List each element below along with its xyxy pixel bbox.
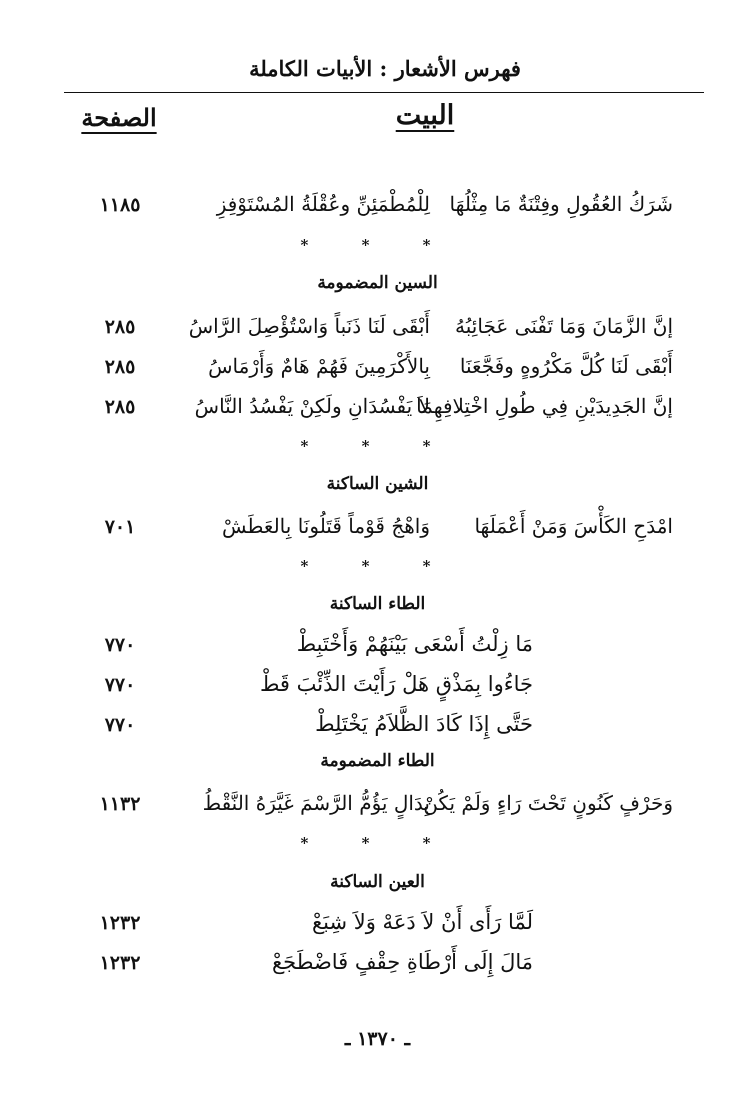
verse-hemistich-first: وَحَرْفٍ كَنُونٍ تَحْتَ رَاءٍ وَلَمْ يَكُنْ [423, 791, 673, 815]
page-reference: ١٢٣٢ [99, 952, 141, 974]
verse-hemistich-second: بِالأَكْرَمِينَ فَهُمْ هَامٌ وَأَرْمَاسُ [208, 354, 430, 378]
verse-line: لَمَّا رَأَى أَنْ لاَ دَعَهْ وَلاَ شِبَعْ [311, 910, 533, 934]
verse-hemistich-second: لاَ يَفْسُدَانِ ولَكِنْ يَفْسُدُ النَّاسُ [194, 394, 430, 418]
verse-line: جَاءُوا بِمَذْقٍ هَلْ رَأَيْتَ الذِّئْبَ قَطْ [259, 672, 533, 696]
page-reference: ٢٨٥ [104, 356, 136, 378]
verse-entry [0, 710, 755, 744]
verse-hemistich-second: وَاهْجُ قَوْماً قَتَلُونَا بِالعَطَشْ [222, 514, 430, 538]
verse-line: مَالَ إِلَى أَرْطَاةِ حِقْفٍ فَاضْطَجَعْ [271, 950, 533, 974]
section-title: السين المضمومة [317, 273, 438, 293]
page-reference: ٧٧٠ [104, 674, 136, 696]
section-separator: * * * [300, 557, 455, 575]
page-reference: ٧٧٠ [104, 634, 136, 656]
verse-entry [0, 630, 755, 664]
verse-entry [0, 392, 755, 426]
page-reference: ١٢٣٢ [99, 912, 141, 934]
verse-hemistich-first: شَرَكُ العُقُولِ وفِتْنَةٌ مَا مِثْلُهَا [449, 192, 673, 216]
verse-hemistich-second: أَبْقَى لَنَا ذَنَباً وَاسْتُؤْصِلَ الرَّاسُ [188, 314, 430, 338]
section-title: العين الساكنة [330, 872, 425, 892]
verse-entry [0, 512, 755, 546]
page-reference: ٧٧٠ [104, 714, 136, 736]
page-reference: ٢٨٥ [104, 316, 136, 338]
verse-line: حَتَّى إِذَا كَادَ الظَّلاَمُ يَخْتَلِطْ [315, 712, 533, 736]
verse-entry [0, 948, 755, 982]
page-reference: ٢٨٥ [104, 396, 136, 418]
column-heading-page: الصفحة [81, 103, 157, 132]
verse-entry [0, 908, 755, 942]
section-title: الطاء المضمومة [320, 751, 435, 771]
verse-entry [0, 670, 755, 704]
verse-entry [0, 352, 755, 386]
section-title: الشين الساكنة [326, 474, 429, 494]
verse-hemistich-first: امْدَحِ الكَأْسَ وَمَنْ أَعْمَلَهَا [474, 514, 673, 538]
section-separator: * * * [300, 834, 455, 852]
page-reference: ٧٠١ [104, 516, 136, 538]
verse-entry [0, 789, 755, 823]
verse-hemistich-first: إنَّ الجَدِيدَيْنِ فِي طُولِ اخْتِلافِهِمَا [416, 394, 673, 418]
section-title: الطاء الساكنة [329, 594, 426, 614]
column-heading-verse: البيت [395, 100, 455, 131]
verse-hemistich-first: إنَّ الزَّمَانَ وَمَا تَفْنَى عَجَائِبُهُ [455, 314, 673, 338]
verse-hemistich-first: أَبْقَى لَنَا كُلَّ مَكْرُوهٍ وفَجَّعَنَا [459, 354, 673, 378]
running-header: فهرس الأشعار : الأبيات الكاملة [249, 56, 521, 81]
page-reference: ١١٨٥ [99, 194, 141, 216]
page-number: ـ ١٣٧٠ ـ [344, 1028, 411, 1050]
verse-hemistich-second: بِدَالٍ يَؤُمُّ الرَّسْمَ غَيَّرَهُ النَّقْطُ [202, 791, 430, 815]
page-reference: ١١٣٢ [99, 793, 141, 815]
verse-hemistich-second: لِلْمُطْمَئِنِّ وعُقْلَةُ المُسْتَوْفِزِ [216, 192, 430, 216]
verse-entry [0, 190, 755, 224]
header-rule [64, 92, 704, 93]
section-separator: * * * [300, 236, 455, 254]
section-separator: * * * [300, 437, 455, 455]
verse-entry [0, 312, 755, 346]
verse-line: مَا زِلْتُ أَسْعَى بَيْنَهُمْ وَأَخْتَبِطْ [296, 632, 533, 656]
